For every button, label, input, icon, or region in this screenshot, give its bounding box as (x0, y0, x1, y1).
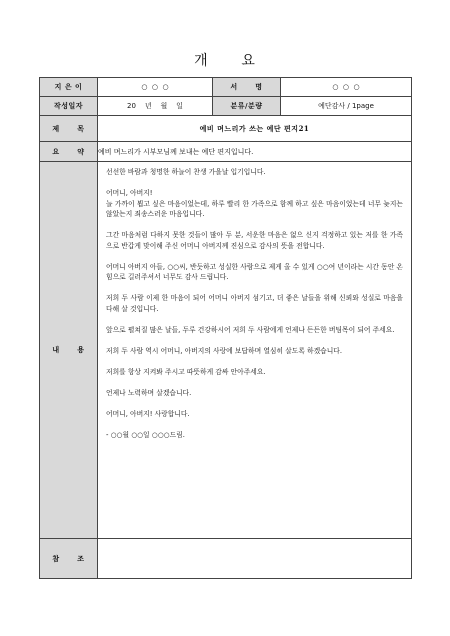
summary-label: 요 약 (40, 142, 98, 162)
letter-paragraph: 어머니 아버지 아들, ○○씨, 반듯하고 성실한 사람으로 제게 올 수 있게 ○○여 년이라는 시간 동안 온 힘으로 길러주셔서 너무도 감사 드립니다. (106, 262, 403, 281)
letter-paragraph: 저희 두 사람 역시 어머니, 아버지의 사랑에 보답하며 열심히 살도록 하겠습니다. (106, 346, 343, 355)
document-title: 개 요 (194, 53, 256, 69)
subject-value: 예비 며느리가 쓰는 예단 편지21 (98, 116, 412, 142)
reference-row (40, 539, 412, 579)
author-row (40, 78, 412, 97)
letter-body (98, 162, 411, 440)
reference-label: 참 조 (40, 539, 98, 579)
letter-paragraph: 언제나 노력하며 살겠습니다. (106, 388, 192, 397)
category-label: 분류/분량 (213, 97, 281, 116)
author-label: 지 은 이 (40, 78, 98, 97)
letter-paragraph: 어머니, 아버지! 사랑합니다. (106, 409, 190, 418)
letter-paragraph: 어머니, 아버지! 늘 가까이 뵙고 싶은 마음이었는데, 하루 빨리 한 가족으로 함께 하고 싶은 마음이었는데 너무 늦지는 않았는지 죄송스러운 마음입니다. (106, 189, 403, 218)
content-row (40, 162, 412, 539)
summary-form-table (39, 77, 412, 579)
reference-value (98, 539, 412, 579)
summary-row (40, 142, 412, 162)
date-value: 20 년 월 일 (98, 97, 213, 116)
letter-paragraph: 그간 마음처럼 다하지 못한 것들이 많아 두 분, 서운한 마음은 없으 신지 걱정하고 있는 저를 한 가족으로 반갑게 맞이해 주신 어머니 아버지께 진심으로 감사의 뜻을 전합니다. (106, 231, 403, 250)
signature-label: 서 명 (213, 78, 281, 97)
author-value: ○ ○ ○ (98, 78, 213, 97)
content-cell (98, 162, 412, 539)
summary-value: 예비 며느리가 시부모님께 보내는 예단 편지입니다. (98, 142, 412, 162)
subject-row (40, 116, 412, 142)
letter-paragraph: 선선한 바람과 청명한 하늘이 찬생 가을날 입기입니다. (106, 168, 266, 176)
subject-label: 제 목 (40, 116, 98, 142)
date-label: 작성일자 (40, 97, 98, 116)
letter-paragraph: - ○○월 ○○일 ○○○드림. (106, 430, 185, 439)
category-value: 예단감사 / 1page (281, 97, 412, 116)
letter-paragraph: 앞으로 펼쳐질 많은 날들, 두루 건강하시어 저희 두 사람에게 언제나 든든한 버팀목이 되어 주세요. (106, 325, 395, 334)
content-label: 내 용 (40, 162, 98, 539)
signature-value: ○ ○ ○ (281, 78, 412, 97)
date-row (40, 97, 412, 116)
letter-paragraph: 저희 두 사람 이제 한 마음이 되어 어머니 아버지 섬기고, 더 좋은 날들을 위해 신뢰와 성실로 마음을 다해 살 것입니다. (106, 294, 403, 313)
letter-paragraph: 저희를 항상 지켜봐 주시고 따뜻하게 감싸 안아주세요. (106, 367, 266, 376)
